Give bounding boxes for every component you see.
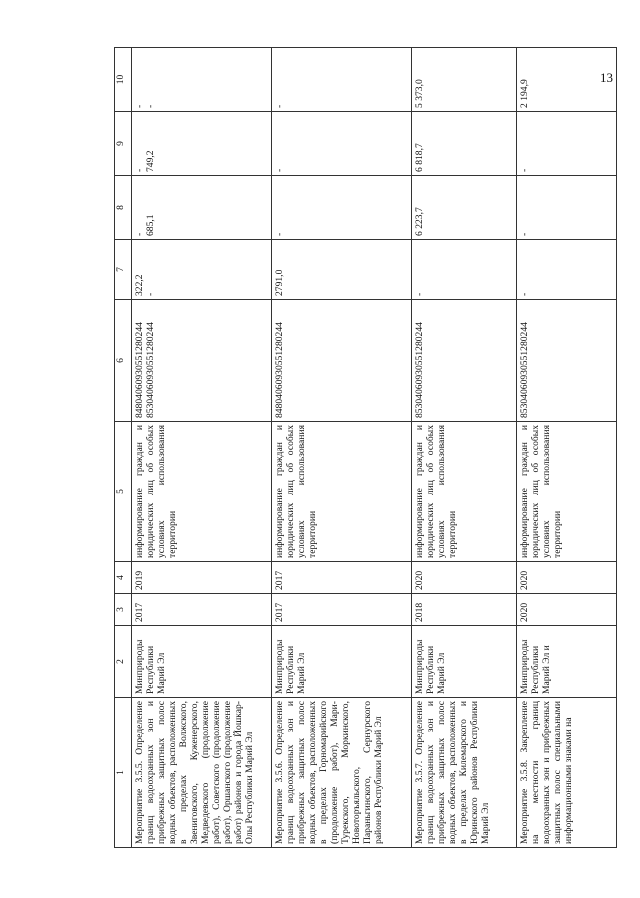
value-cell-7 [132, 240, 272, 300]
start-year-cell: 2020 [517, 594, 617, 626]
code-line: 85304060930551280244 [414, 322, 425, 418]
value-line: 322,2 [134, 274, 145, 296]
code-line: 85304060930551280244 [519, 322, 530, 418]
value-cell-10 [132, 48, 272, 112]
end-year-cell: 2019 [132, 562, 272, 594]
value-cell-9: 6 818,7 [412, 112, 517, 176]
header-cell-2: 2 [115, 626, 132, 698]
event-cell: Мероприятие 3.5.8. Закрепление на местности границ водоохранных зон и прибрежных защитных полос специальными информационными знаками на [517, 698, 617, 848]
header-cell-10: 10 [115, 48, 132, 112]
header-cell-9: 9 [115, 112, 132, 176]
value-cell-9 [132, 112, 272, 176]
start-year-cell: 2017 [132, 594, 272, 626]
code-cell [412, 300, 517, 422]
rotated-table-container [114, 48, 634, 848]
result-cell: информирование граждан и юридических лиц об особых условиях использования территории [272, 422, 412, 562]
executor-cell: Минприроды Республики Марий Эл и [517, 626, 617, 698]
event-cell: Мероприятие 3.5.5. Определение границ водоохранных зон и прибрежных защитных полос водных объектов, расположенных в пределах Волжского, Звениговского, Куженерского, Медведевского (продолжение работ), Советского (продолжение работ), Оршанского (продолжение работ) районов и города Йошкар-Олы Республики Марий Эл [132, 698, 272, 848]
event-cell: Мероприятие 3.5.7. Определение границ водоохранных зон и прибрежных защитных полос водных объектов, расположенных в пределах Килемарского и Юринского районов Республики Марий Эл [412, 698, 517, 848]
header-cell-3: 3 [115, 594, 132, 626]
header-cell-5: 5 [115, 422, 132, 562]
result-cell: информирование граждан и юридических лиц об особых условиях использования территории [517, 422, 617, 562]
executor-cell: Минприроды Республики Марий Эл [412, 626, 517, 698]
code-line: 84804060930551280244 [274, 322, 285, 418]
code-line: 85304060930551280244 [145, 322, 156, 418]
value-cell-7: - [517, 240, 617, 300]
value-line: - [134, 104, 145, 108]
value-cell-10: 2 194,9 [517, 48, 617, 112]
value-cell-10: 5 373,0 [412, 48, 517, 112]
value-cell-8 [132, 176, 272, 240]
table-row [132, 48, 272, 848]
program-table [114, 47, 617, 848]
end-year-cell: 2020 [412, 562, 517, 594]
event-cell: Мероприятие 3.5.6. Определение границ водоохранных зон и прибрежных защитных полос водных объектов, расположенных в пределах Горномарийского (продолжение работ), Мари-Турекского, Моркинского, Новоторъяльского, Параньгинского, Сернурского районов Республики Марий Эл [272, 698, 412, 848]
header-cell-8: 8 [115, 176, 132, 240]
value-line: - [145, 104, 156, 108]
end-year-cell: 2017 [272, 562, 412, 594]
table-row [412, 48, 517, 848]
result-cell: информирование граждан и юридических лиц об особых условиях использования территории [132, 422, 272, 562]
header-cell-7: 7 [115, 240, 132, 300]
value-cell-9: - [517, 112, 617, 176]
code-cell [272, 300, 412, 422]
header-cell-1: 1 [115, 698, 132, 848]
end-year-cell: 2020 [517, 562, 617, 594]
value-cell-7: - [412, 240, 517, 300]
value-line: - [134, 168, 145, 172]
value-cell-8: - [272, 176, 412, 240]
page-number: 13 [600, 70, 613, 85]
code-cell [517, 300, 617, 422]
executor-cell: Минприроды Республики Марий Эл [272, 626, 412, 698]
value-cell-9: - [272, 112, 412, 176]
value-line: - [145, 292, 156, 296]
header-row [115, 48, 132, 848]
result-cell: информирование граждан и юридических лиц об особых условиях использования территории [412, 422, 517, 562]
executor-cell: Минприроды Республики Марий Эл [132, 626, 272, 698]
code-line: 84804060930551280244 [134, 322, 145, 418]
value-cell-8: - [517, 176, 617, 240]
start-year-cell: 2018 [412, 594, 517, 626]
table-row [272, 48, 412, 848]
value-cell-8: 6 223,7 [412, 176, 517, 240]
value-cell-10: - [272, 48, 412, 112]
header-cell-6: 6 [115, 300, 132, 422]
value-line: - [134, 232, 145, 236]
value-line: 685,1 [145, 214, 156, 236]
table-row [517, 48, 617, 848]
value-line: 749,2 [145, 150, 156, 172]
header-cell-4: 4 [115, 562, 132, 594]
code-cell [132, 300, 272, 422]
value-cell-7: 2791,0 [272, 240, 412, 300]
start-year-cell: 2017 [272, 594, 412, 626]
